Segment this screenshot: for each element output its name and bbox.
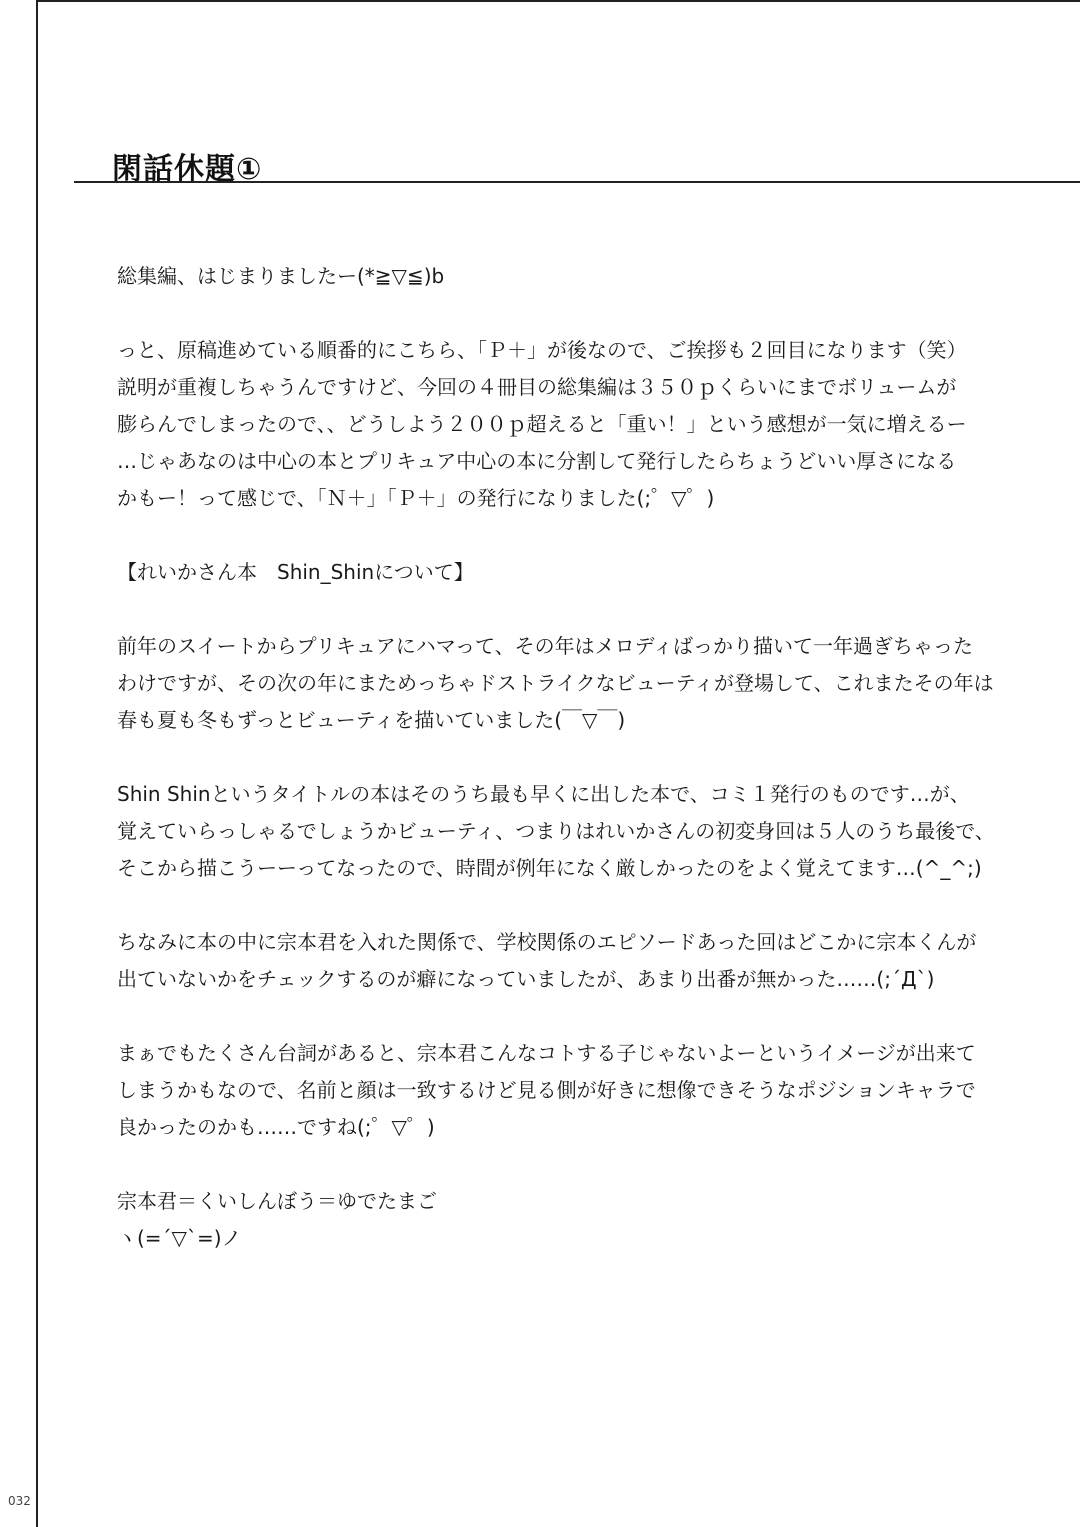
text-line: 出ていないかをチェックするのが癖になっていましたが、あまり出番が無かった……(;´Д`) [117, 967, 935, 991]
section-heading [117, 554, 1047, 591]
text-line: 説明が重複しちゃうんですけど、今回の４冊目の総集編は３５０ｐくらいにまでボリュームが [117, 375, 957, 399]
text-line: 春も夏も冬もずっとビューティを描いていました(￣▽￣) [117, 708, 626, 732]
text-line: かもー！って感じで、「Ｎ＋」「Ｐ＋」の発行になりました(;゜▽゜) [117, 486, 715, 510]
paragraph-5 [117, 924, 1047, 998]
paragraph-2 [117, 332, 1047, 517]
paragraph-1 [117, 258, 1047, 295]
text-line: そこから描こうーーってなったので、時間が例年になく厳しかったのをよく覚えてます…(^_^;) [117, 856, 982, 880]
text-line: っと、原稿進めている順番的にこちら、「Ｐ＋」が後なので、ご挨拶も２回目になります（笑） [117, 338, 967, 362]
text-line: ちなみに本の中に宗本君を入れた関係で、学校関係のエピソードあった回はどこかに宗本くんが [117, 930, 977, 954]
page-title: 閑話休題① [112, 152, 263, 188]
text-line: まぁでもたくさん台詞があると、宗本君こんなコトする子じゃないよーというイメージが出来て [117, 1041, 976, 1065]
body-text [117, 258, 1047, 1294]
page-number: 032 [8, 1494, 31, 1508]
text-line: しまうかもなので、名前と顔は一致するけど見る側が好きに想像できそうなポジションキャラで [117, 1078, 976, 1102]
text-line: 総集編、はじまりましたー(*≧▽≦)b [117, 264, 445, 288]
text-line: 良かったのかも……ですね(;゜▽゜) [117, 1115, 435, 1139]
text-line: Shin Shinというタイトルの本はそのうち最も早くに出した本で、コミ１発行のものです…が、 [117, 782, 970, 806]
text-line: ヽ(=´▽`=)ノ [117, 1226, 242, 1250]
title-divider [74, 181, 1080, 183]
text-line: わけですが、その次の年にまためっちゃドストライクなビューティが登場して、これまたその年は [117, 671, 994, 695]
text-line: 宗本君＝くいしんぼう＝ゆでたまご [117, 1189, 437, 1213]
text-line: 【れいかさん本 Shin_Shinについて】 [117, 560, 474, 584]
paragraph-4 [117, 776, 1047, 887]
paragraph-6 [117, 1035, 1047, 1146]
text-line: 覚えていらっしゃるでしょうかビューティ、つまりはれいかさんの初変身回は５人のうち最後で、 [117, 819, 995, 843]
paragraph-7 [117, 1183, 1047, 1257]
paragraph-3 [117, 628, 1047, 739]
text-line: 膨らんでしまったので、、どうしよう２００ｐ超えると「重い！」という感想が一気に増えるー [117, 412, 967, 436]
text-line: 前年のスイートからプリキュアにハマって、その年はメロディばっかり描いて一年過ぎちゃった [117, 634, 973, 658]
text-line: …じゃあなのは中心の本とプリキュア中心の本に分割して発行したらちょうどいい厚さになる [117, 449, 957, 473]
